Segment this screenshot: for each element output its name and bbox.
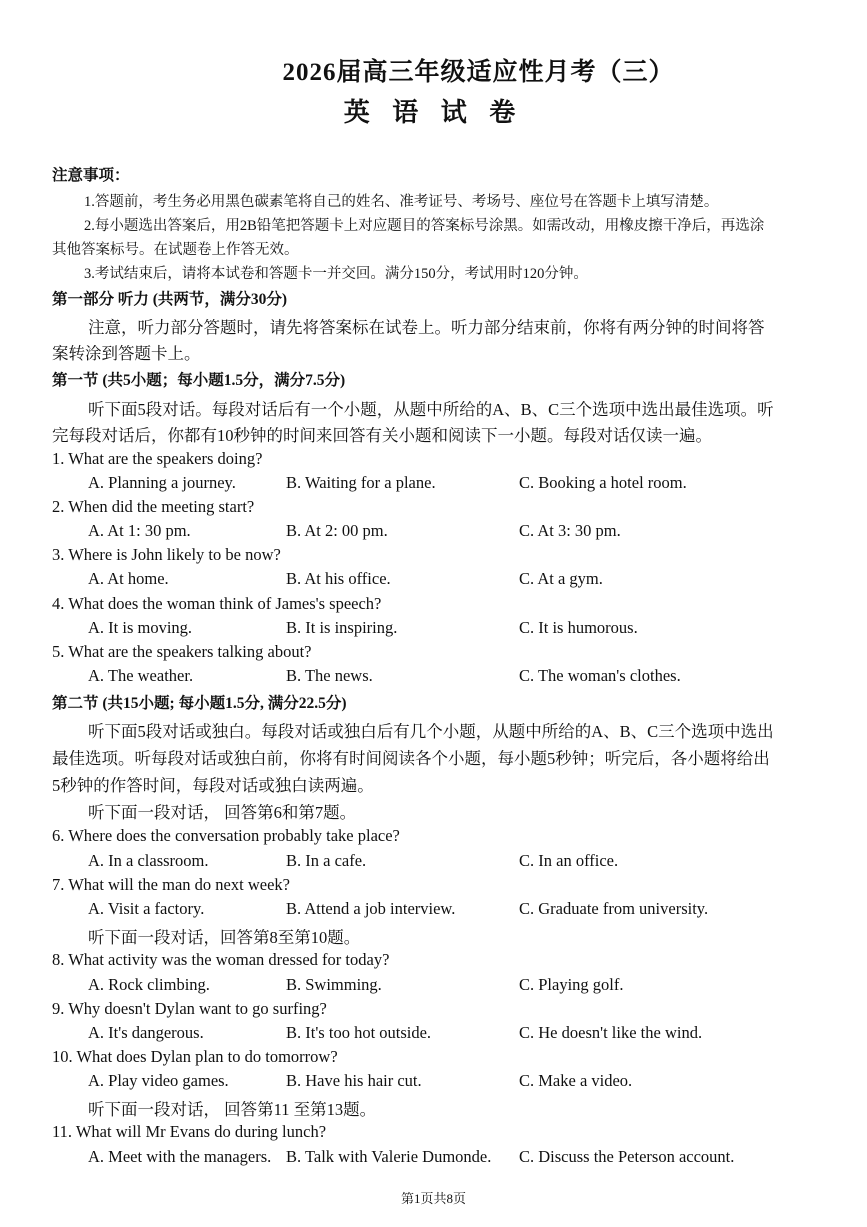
- direction-q6-7: 听下面一段对话， 回答第6和第7题。: [88, 803, 357, 822]
- section2-intro-cont-1: 最佳选项。听每段对话或独白前，你将有时间阅读各个小题，每小题5秒钟；听完后，各小题将给出: [52, 749, 770, 768]
- question-4: 4. What does the woman think of James's speech?: [52, 594, 382, 613]
- option-b: B. Have his hair cut.: [286, 1071, 422, 1090]
- option-a: A. At 1: 30 pm.: [88, 521, 191, 540]
- option-b: B. The news.: [286, 666, 373, 685]
- option-a: A. Planning a journey.: [88, 473, 236, 492]
- exam-title: 2026届高三年级适应性月考（三）: [282, 59, 675, 86]
- option-a: A. Visit a factory.: [88, 899, 205, 918]
- option-a: A. Rock climbing.: [88, 975, 210, 994]
- option-c: C. At 3: 30 pm.: [519, 521, 621, 540]
- option-c: C. It is humorous.: [519, 618, 638, 637]
- option-a: A. The weather.: [88, 666, 194, 685]
- section1-intro-cont: 完每段对话后，你都有10秒钟的时间来回答有关小题和阅读下一小题。每段对话仅读一遍。: [52, 426, 712, 445]
- section2-intro: 听下面5段对话或独白。每段对话或独白后有几个小题，从题中所给的A、B、C三个选项中选出: [88, 722, 774, 741]
- direction-q8-10: 听下面一段对话，回答第8至第10题。: [88, 928, 361, 947]
- section2-intro-cont-2: 5秒钟的作答时间，每段对话或独白读两遍。: [52, 776, 374, 795]
- option-a: A. It is moving.: [88, 618, 193, 637]
- option-a: A. Meet with the managers.: [88, 1147, 272, 1166]
- question-3: 3. Where is John likely to be now?: [52, 545, 281, 564]
- notice-item-1: 1.答题前，考生务必用黑色碳素笔将自己的姓名、准考证号、考场号、座位号在答题卡上填写清楚。: [84, 194, 719, 210]
- option-a: A. At home.: [88, 569, 169, 588]
- section1-intro: 听下面5段对话。每段对话后有一个小题，从题中所给的A、B、C三个选项中选出最佳选项。听: [88, 400, 774, 419]
- option-a: A. It's dangerous.: [88, 1023, 204, 1042]
- part1-intro: 注意，听力部分答题时，请先将答案标在试卷上。听力部分结束前，你将有两分钟的时间将答: [88, 318, 765, 337]
- option-c: C. The woman's clothes.: [519, 666, 681, 685]
- option-b: B. Swimming.: [286, 975, 382, 994]
- option-b: B. Waiting for a plane.: [286, 473, 436, 492]
- notice-item-2: 2.每小题选出答案后，用2B铅笔把答题卡上对应题目的答案标号涂黑。如需改动，用橡皮擦干净后，再选涂: [84, 218, 765, 234]
- question-8: 8. What activity was the woman dressed for today?: [52, 950, 390, 969]
- question-5: 5. What are the speakers talking about?: [52, 642, 312, 661]
- option-a: A. In a classroom.: [88, 851, 209, 870]
- option-c: C. In an office.: [519, 851, 619, 870]
- direction-q11-13: 听下面一段对话， 回答第11 至第13题。: [88, 1100, 377, 1119]
- option-b: B. In a cafe.: [286, 851, 367, 870]
- option-c: C. Discuss the Peterson account.: [519, 1147, 735, 1166]
- notice-heading: 注意事项：: [52, 167, 130, 184]
- question-7: 7. What will the man do next week?: [52, 875, 290, 894]
- question-9: 9. Why doesn't Dylan want to go surfing?: [52, 999, 327, 1018]
- option-b: B. At 2: 00 pm.: [286, 521, 388, 540]
- exam-subject: 英 语 试 卷: [343, 98, 524, 127]
- option-c: C. Graduate from university.: [519, 899, 709, 918]
- option-b: B. Talk with Valerie Dumonde.: [286, 1147, 492, 1166]
- option-b: B. Attend a job interview.: [286, 899, 456, 918]
- notice-item-3: 3.考试结束后，请将本试卷和答题卡一并交回。满分150分，考试用时120分钟。: [84, 266, 588, 282]
- option-c: C. Make a video.: [519, 1071, 633, 1090]
- question-6: 6. Where does the conversation probably take place?: [52, 826, 400, 845]
- option-b: B. It's too hot outside.: [286, 1023, 432, 1042]
- option-a: A. Play video games.: [88, 1071, 229, 1090]
- part1-intro-cont: 案转涂到答题卡上。: [52, 344, 201, 363]
- option-c: C. Booking a hotel room.: [519, 473, 687, 492]
- option-b: B. At his office.: [286, 569, 391, 588]
- question-10: 10. What does Dylan plan to do tomorrow?: [52, 1047, 338, 1066]
- question-2: 2. When did the meeting start?: [52, 497, 255, 516]
- option-c: C. At a gym.: [519, 569, 603, 588]
- question-1: 1. What are the speakers doing?: [52, 449, 263, 468]
- option-b: B. It is inspiring.: [286, 618, 398, 637]
- section2-heading: 第二节 (共15小题; 每小题1.5分, 满分22.5分): [52, 695, 347, 712]
- part1-heading: 第一部分 听力 (共两节，满分30分): [52, 291, 288, 308]
- notice-item-2-cont: 其他答案标号。在试题卷上作答无效。: [52, 242, 299, 258]
- section1-heading: 第一节 (共5小题；每小题1.5分，满分7.5分): [52, 372, 346, 389]
- option-c: C. He doesn't like the wind.: [519, 1023, 703, 1042]
- page-footer: 第1页共8页: [400, 1191, 466, 1206]
- option-c: C. Playing golf.: [519, 975, 624, 994]
- question-11: 11. What will Mr Evans do during lunch?: [52, 1122, 327, 1141]
